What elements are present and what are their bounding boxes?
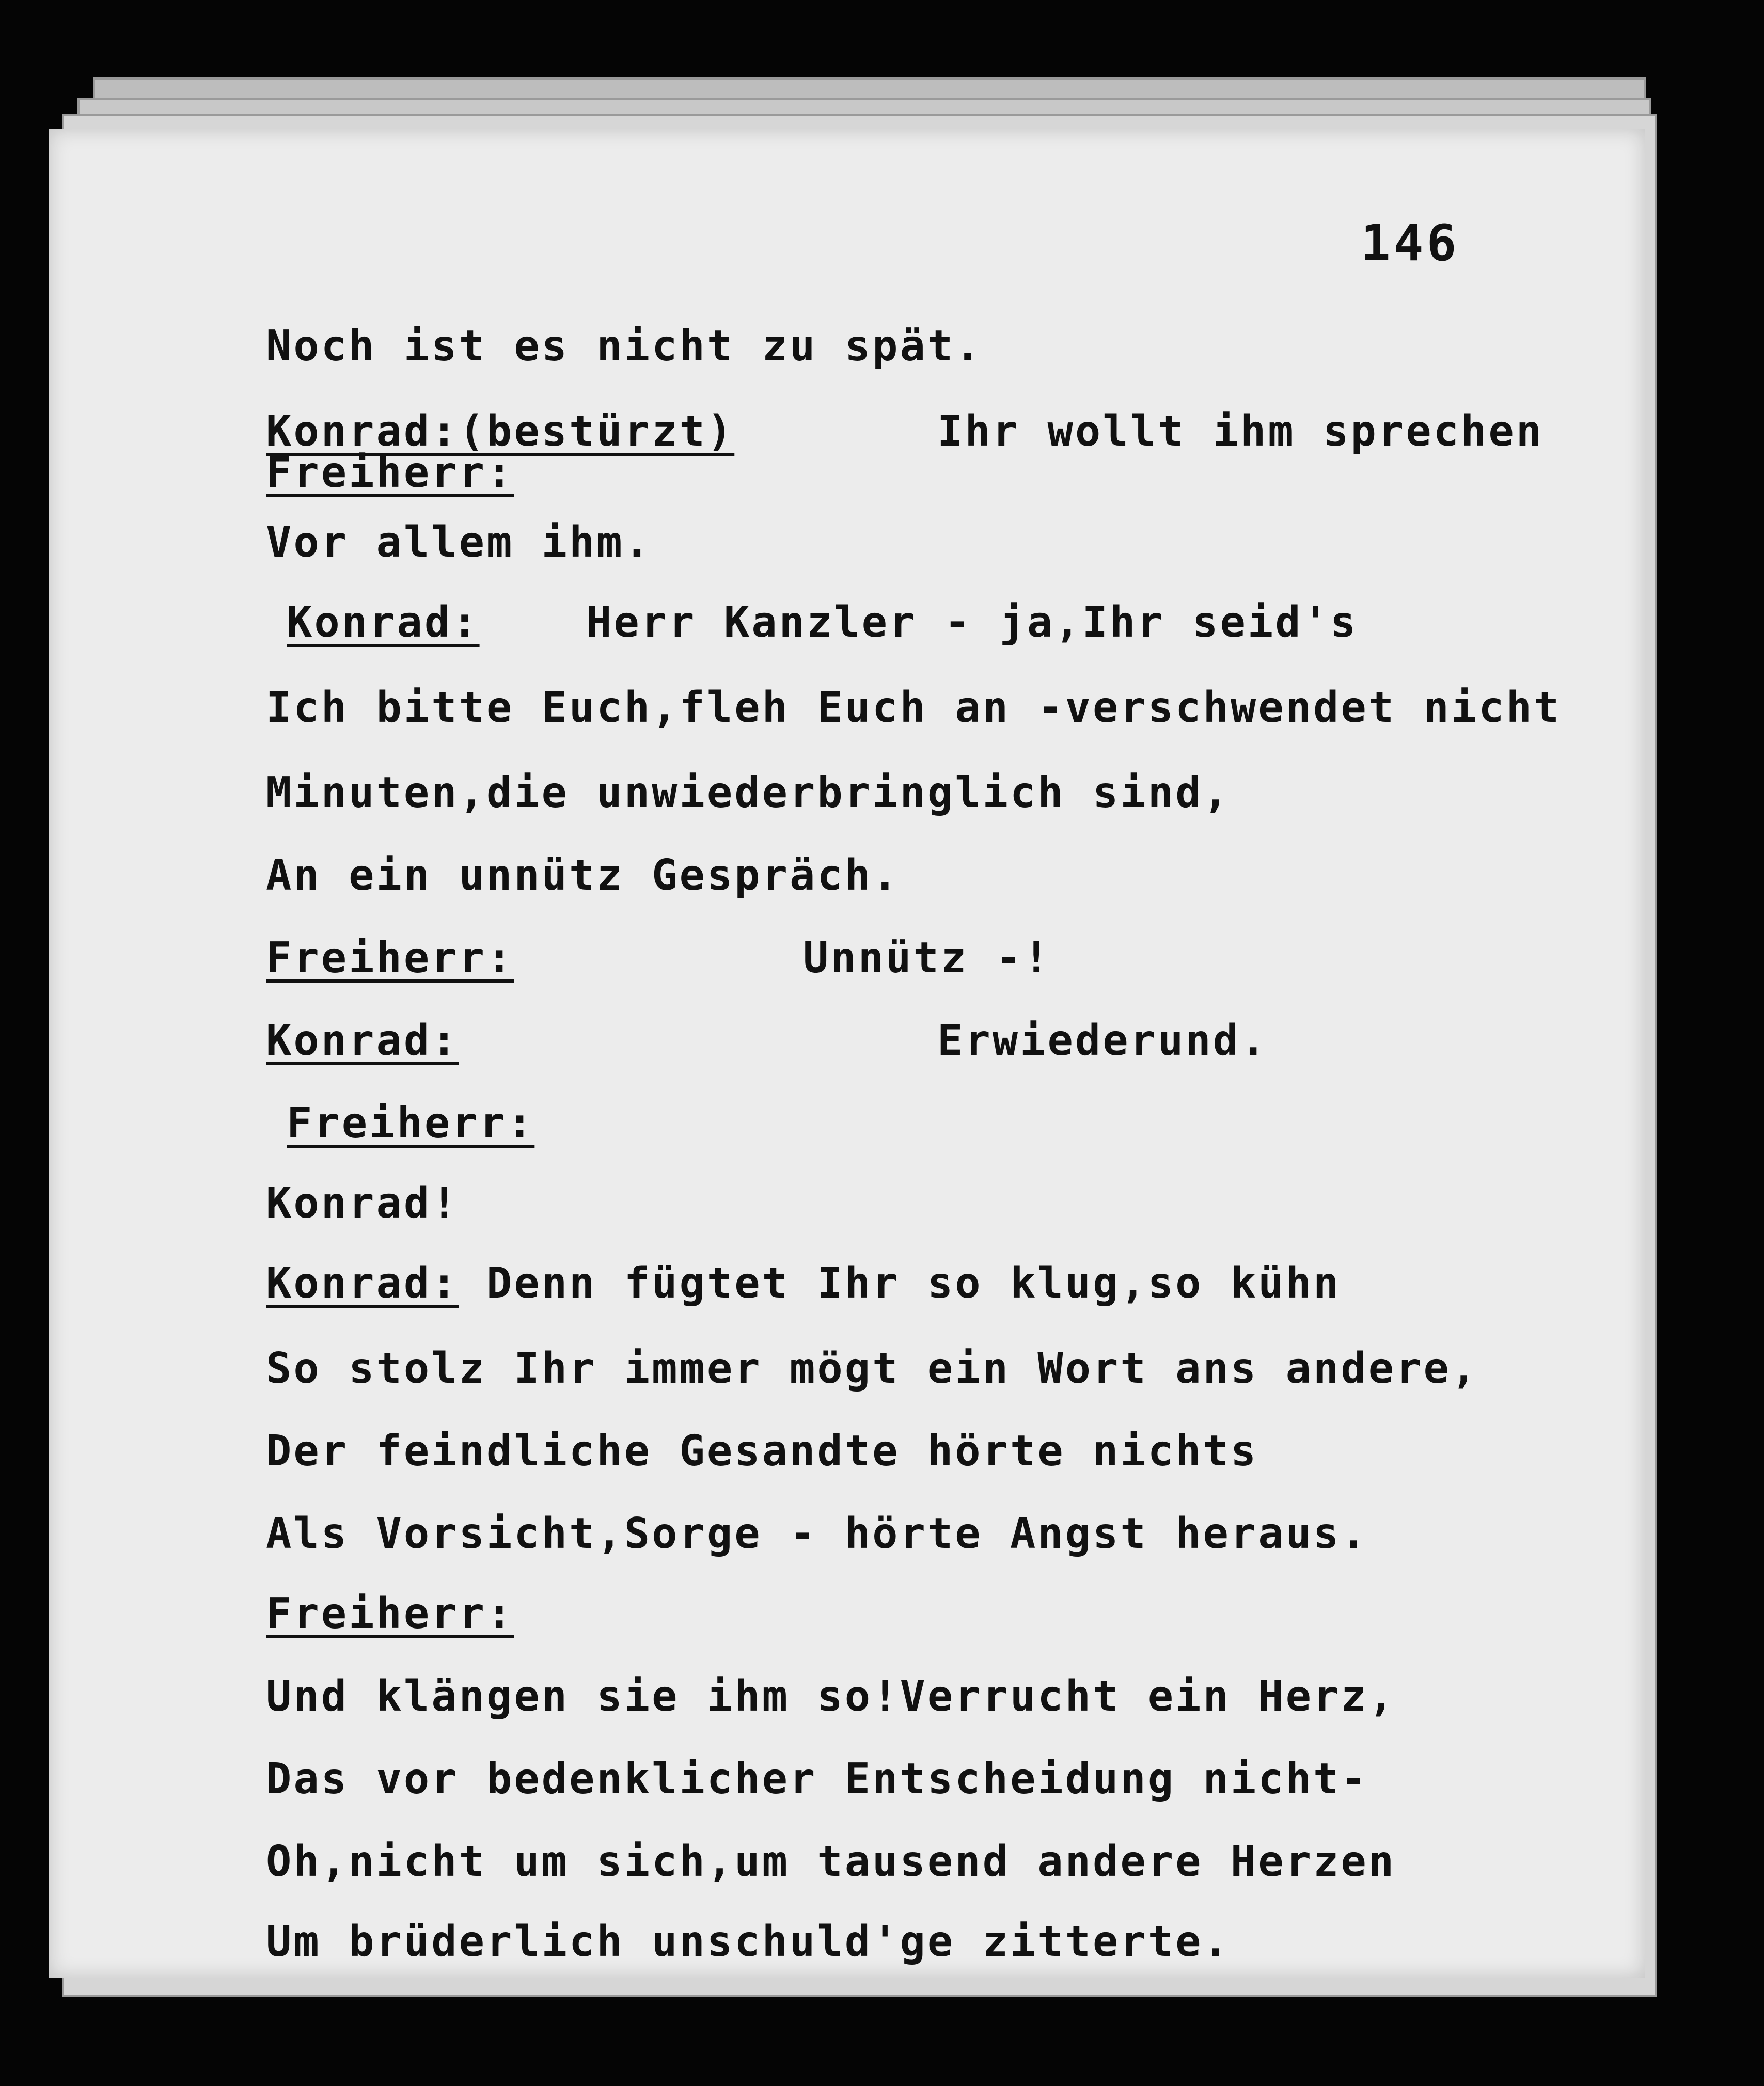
text-line — [586, 598, 1358, 647]
line-text: So stolz Ihr immer mögt ein Wort ans andere, — [266, 1344, 1479, 1393]
text-line — [266, 1917, 1231, 1966]
text-line — [266, 683, 1562, 732]
line-text: Und klängen sie ihm so!Verrucht ein Herz, — [266, 1672, 1396, 1721]
dialogue-line — [266, 934, 514, 983]
speaker-label: Konrad: — [266, 1259, 459, 1308]
text-line — [266, 1344, 1479, 1393]
line-text: Erwiederund. — [937, 1016, 1268, 1065]
speaker-label: Freiherr: — [266, 1589, 514, 1638]
text-line — [266, 518, 652, 567]
line-text: Der feindliche Gesandte hörte nichts — [266, 1427, 1258, 1476]
text-line — [937, 1016, 1268, 1065]
speaker-label: Konrad:(bestürzt) — [266, 407, 735, 456]
line-text: Unnütz -! — [803, 934, 1051, 983]
line-text: Vor allem ihm. — [266, 518, 652, 567]
text-line — [266, 1179, 459, 1228]
dialogue-line — [266, 407, 735, 456]
text-line — [803, 934, 1051, 983]
line-text: Ihr wollt ihm sprechen — [937, 407, 1544, 456]
speaker-label: Freiherr: — [266, 448, 514, 497]
line-text: Denn fügtet Ihr so klug,so kühn — [486, 1259, 1341, 1308]
page-number: 146 — [1361, 214, 1460, 272]
dialogue-line — [287, 598, 480, 647]
line-text: Konrad! — [266, 1179, 459, 1228]
line-text: Als Vorsicht,Sorge - hörte Angst heraus. — [266, 1509, 1368, 1558]
text-line — [266, 1509, 1368, 1558]
text-line — [266, 1427, 1258, 1476]
speaker-label: Konrad: — [266, 1016, 459, 1065]
text-line — [266, 768, 1231, 817]
text-line — [266, 1672, 1396, 1721]
speaker-label: Konrad: — [287, 598, 480, 647]
text-line — [266, 1755, 1368, 1804]
text-line — [266, 322, 983, 371]
dialogue-line — [266, 1259, 1341, 1308]
line-text: Minuten,die unwiederbringlich sind, — [266, 768, 1231, 817]
dialogue-line — [287, 1099, 535, 1148]
line-text: Das vor bedenklicher Entscheidung nicht- — [266, 1755, 1368, 1804]
speaker-label: Freiherr: — [266, 934, 514, 983]
typed-page — [49, 129, 1645, 1978]
text-line — [937, 407, 1544, 456]
speaker-label: Freiherr: — [287, 1099, 535, 1148]
line-text: An ein unnütz Gespräch. — [266, 851, 900, 900]
dialogue-line — [266, 1589, 514, 1638]
line-text: Herr Kanzler - ja,Ihr seid's — [586, 598, 1358, 647]
dialogue-line — [266, 1016, 459, 1065]
line-text: Um brüderlich unschuld'ge zitterte. — [266, 1917, 1231, 1966]
dialogue-line — [266, 448, 514, 497]
line-text: Ich bitte Euch,fleh Euch an -verschwendet nicht — [266, 683, 1562, 732]
line-text: Oh,nicht um sich,um tausend andere Herzen — [266, 1837, 1396, 1886]
line-text: Noch ist es nicht zu spät. — [266, 322, 983, 371]
text-line — [266, 851, 900, 900]
text-line — [266, 1837, 1396, 1886]
